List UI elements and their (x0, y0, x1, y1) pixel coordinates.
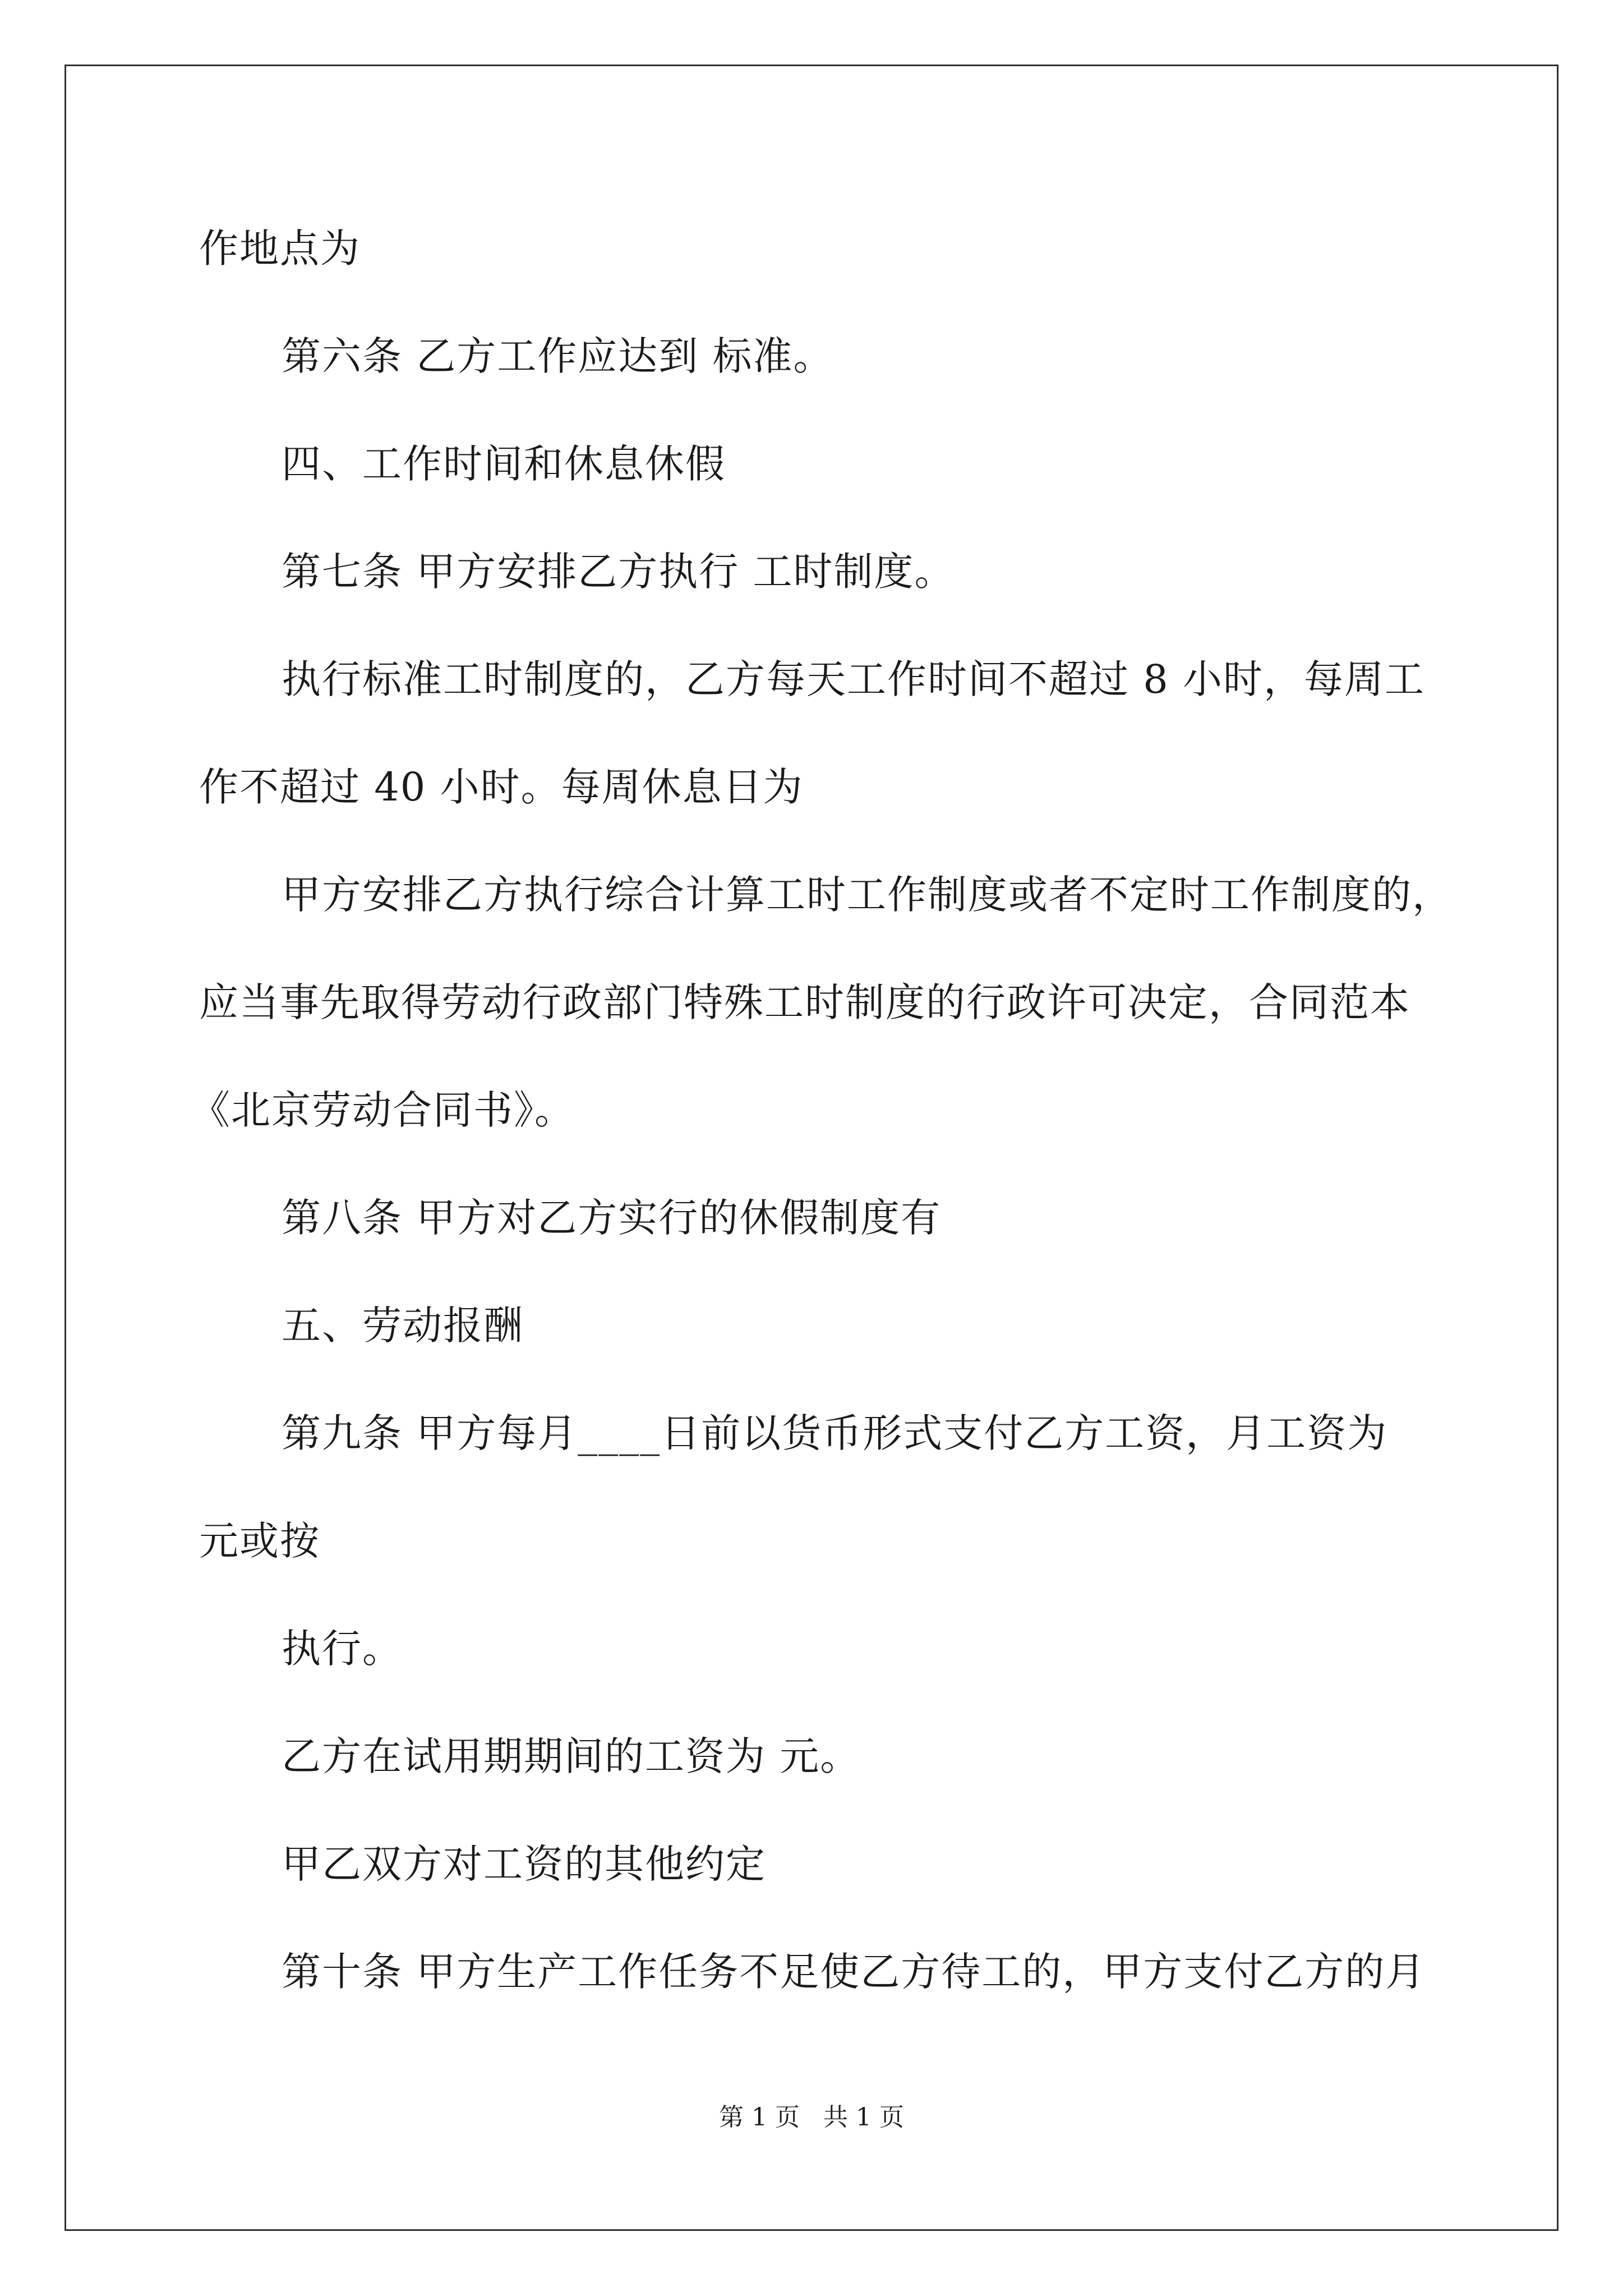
text-line: 第八条 甲方对乙方实行的休假制度有 (282, 1195, 942, 1241)
text-line: 第九条 甲方每月____日前以货币形式支付乙方工资，月工资为 (282, 1410, 1388, 1456)
text-line: 执行。 (282, 1626, 403, 1672)
text-line: 甲乙双方对工资的其他约定 (282, 1841, 766, 1887)
text-line: 第十条 甲方生产工作任务不足使乙方待工的，甲方支付乙方的月 (282, 1949, 1426, 1995)
section-heading: 四、工作时间和休息休假 (282, 441, 726, 487)
text-line: 执行标准工时制度的，乙方每天工作时间不超过 8 小时，每周工 (282, 656, 1426, 702)
text-line: 第七条 甲方安排乙方执行 工时制度。 (282, 549, 955, 595)
text-line: 应当事先取得劳动行政部门特殊工时制度的行政许可决定，合同范本 (199, 979, 1410, 1025)
text-line: 元或按 (199, 1518, 320, 1564)
text-line: 第六条 乙方工作应达到 标准。 (282, 333, 834, 379)
text-line: 甲方安排乙方执行综合计算工时工作制度或者不定时工作制度的， (282, 872, 1453, 918)
text-line: 乙方在试用期期间的工资为 元。 (282, 1733, 861, 1779)
page-border (64, 65, 1559, 2231)
page-number-footer: 第 1 页 共 1 页 (719, 2103, 904, 2132)
text-line: 作地点为 (199, 226, 361, 272)
section-heading: 五、劳动报酬 (282, 1303, 524, 1349)
text-line: 《北京劳动合同书》。 (191, 1087, 575, 1133)
text-line: 作不超过 40 小时。每周休息日为 (199, 764, 804, 810)
